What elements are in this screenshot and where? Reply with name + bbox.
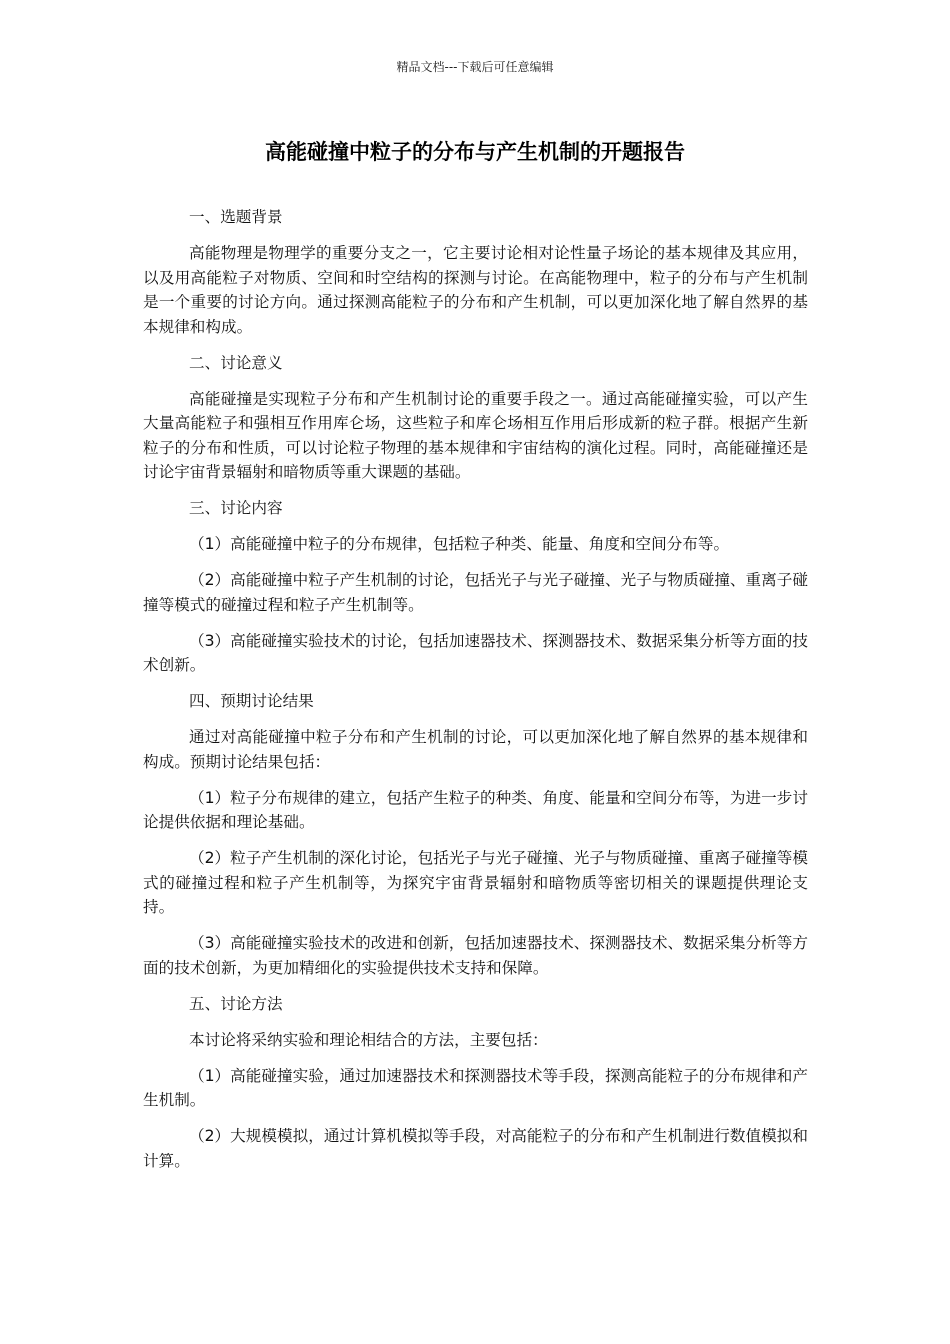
section-heading-significance: 二、讨论意义: [189, 353, 283, 372]
methods-item-2: （2）大规模模拟，通过计算机模拟等手段，对高能粒子的分布和产生机制进行数值模拟和计算。: [143, 1127, 808, 1170]
results-intro: 通过对高能碰撞中粒子分布和产生机制的讨论，可以更加深化地了解自然界的基本规律和构成。预期讨论结果包括：: [143, 728, 808, 771]
section-heading-content: 三、讨论内容: [189, 499, 283, 517]
results-item-3: （3）高能碰撞实验技术的改进和创新，包括加速器技术、探测器技术、数据采集分析等方面的技术创新，为更加精细化的实验提供技术支持和保障。: [143, 934, 808, 977]
background-paragraph: 高能物理是物理学的重要分支之一，它主要讨论相对论性量子场论的基本规律及其应用，以及用高能粒子对物质、空间和时空结构的探测与讨论。在高能物理中，粒子的分布与产生机制是一个重要的讨论方向。通过探测高能粒子的分布和产生机制，可以更加深化地了解自然界的基本规律和构成。: [143, 244, 808, 336]
document-title: 高能碰撞中粒子的分布与产生机制的开题报告: [265, 140, 685, 164]
section-heading-background: 一、选题背景: [189, 208, 283, 226]
methods-item-1: （1）高能碰撞实验，通过加速器技术和探测器技术等手段，探测高能粒子的分布规律和产生机制。: [143, 1066, 808, 1109]
section-heading-results: 四、预期讨论结果: [189, 692, 314, 710]
content-item-2: （2）高能碰撞中粒子产生机制的讨论，包括光子与光子碰撞、光子与物质碰撞、重离子碰撞等模式的碰撞过程和粒子产生机制等。: [143, 571, 808, 614]
document-body: [143, 205, 808, 1185]
content-item-3: （3）高能碰撞实验技术的讨论，包括加速器技术、探测器技术、数据采集分析等方面的技术创新。: [143, 631, 808, 674]
significance-paragraph: 高能碰撞是实现粒子分布和产生机制讨论的重要手段之一。通过高能碰撞实验，可以产生大量高能粒子和强相互作用库仑场，这些粒子和库仑场相互作用后形成新的粒子群。根据产生新粒子的分布和性质，可以讨论粒子物理的基本规律和宇宙结构的演化过程。同时，高能碰撞还是讨论宇宙背景辐射和暗物质等重大课题的基础。: [143, 389, 808, 481]
results-item-1: （1）粒子分布规律的建立，包括产生粒子的种类、角度、能量和空间分布等，为进一步讨论提供依据和理论基础。: [143, 788, 808, 831]
methods-intro: 本讨论将采纳实验和理论相结合的方法，主要包括：: [189, 1030, 548, 1049]
header-note: 精品文档---下载后可任意编辑: [396, 60, 554, 74]
section-heading-methods: 五、讨论方法: [189, 994, 283, 1013]
results-item-2: （2）粒子产生机制的深化讨论，包括光子与光子碰撞、光子与物质碰撞、重离子碰撞等模式的碰撞过程和粒子产生机制等，为探究宇宙背景辐射和暗物质等密切相关的课题提供理论支持。: [143, 849, 808, 916]
content-item-1: （1）高能碰撞中粒子的分布规律，包括粒子种类、能量、角度和空间分布等。: [189, 535, 730, 553]
